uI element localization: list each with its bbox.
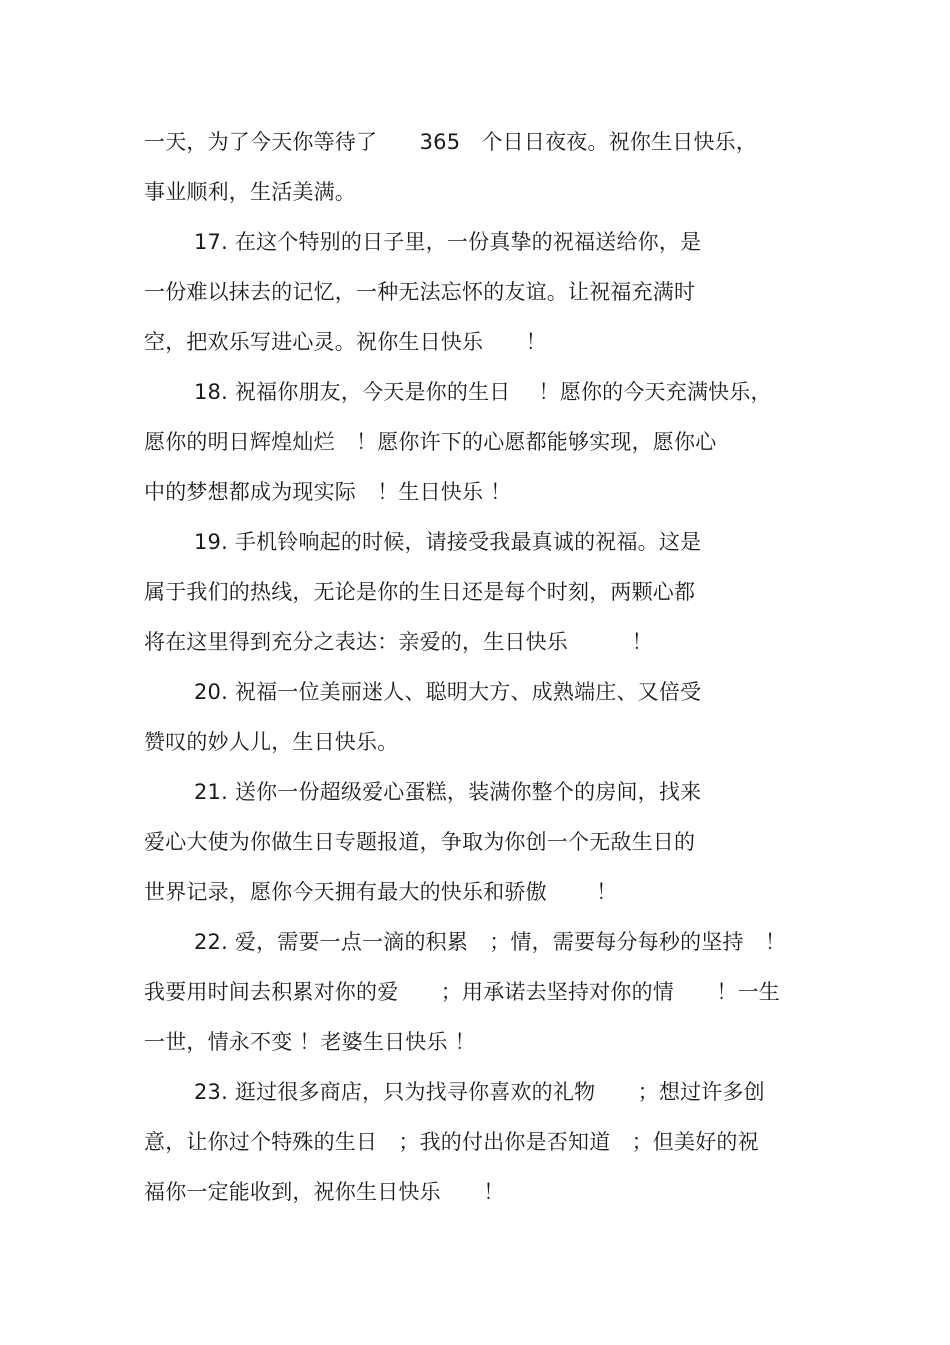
paragraph-23-line-2: 意，让你过个特殊的生日 ；我的付出你是否知道 ；但美好的祝 — [144, 1130, 759, 1154]
paragraph-23-line-1: 23. 逛过很多商店，只为找寻你喜欢的礼物 ；想过许多创 — [194, 1080, 765, 1104]
paragraph-22-line-3: 一世，情永不变 ！老婆生日快乐 ！ — [144, 1030, 476, 1054]
paragraph-23-line-3: 福你一定能收到，祝你生日快乐 ！ — [144, 1180, 505, 1204]
paragraph-22-line-2: 我要用时间去积累对你的爱 ；用承诺去坚持对你的情 ！一生 — [144, 980, 780, 1004]
paragraph-17-line-3: 空，把欢乐写进心灵。祝你生日快乐 ！ — [144, 330, 547, 354]
paragraph-21-line-1: 21. 送你一份超级爱心蛋糕，装满你整个的房间，找来 — [194, 780, 702, 804]
paragraph-21-line-2: 爱心大使为你做生日专题报道，争取为你创一个无敌生日的 — [144, 830, 696, 854]
paragraph-18-line-2: 愿你的明日辉煌灿烂 ！愿你许下的心愿都能够实现，愿你心 — [144, 430, 717, 454]
paragraph-22-line-1: 22. 爱，需要一点一滴的积累 ；情，需要每分每秒的坚持 ！ — [194, 930, 787, 954]
paragraph-17-line-2: 一份难以抹去的记忆，一种无法忘怀的友谊。让祝福充满时 — [144, 280, 696, 304]
paragraph-17-line-1: 17. 在这个特别的日子里，一份真挚的祝福送给你，是 — [194, 230, 702, 254]
paragraph-18-line-3: 中的梦想都成为现实际 ！生日快乐 ！ — [144, 480, 512, 504]
text-line-1: 一天，为了今天你等待了 365 个日日夜夜。祝你生日快乐， — [144, 130, 758, 154]
paragraph-21-line-3: 世界记录，愿你今天拥有最大的快乐和骄傲 ！ — [144, 880, 618, 904]
text-line-2: 事业顺利，生活美满。 — [144, 180, 356, 204]
paragraph-19-line-3: 将在这里得到充分之表达：亲爱的，生日快乐 ！ — [144, 630, 653, 654]
paragraph-20-line-2: 赞叹的妙人儿，生日快乐。 — [144, 730, 399, 754]
paragraph-19-line-2: 属于我们的热线，无论是你的生日还是每个时刻，两颗心都 — [144, 580, 696, 604]
paragraph-20-line-1: 20. 祝福一位美丽迷人、聪明大方、成熟端庄、又倍受 — [194, 680, 702, 704]
paragraph-19-line-1: 19. 手机铃响起的时候，请接受我最真诚的祝福。这是 — [194, 530, 702, 554]
paragraph-18-line-1: 18. 祝福你朋友，今天是你的生日 ！愿你的今天充满快乐， — [194, 380, 772, 404]
